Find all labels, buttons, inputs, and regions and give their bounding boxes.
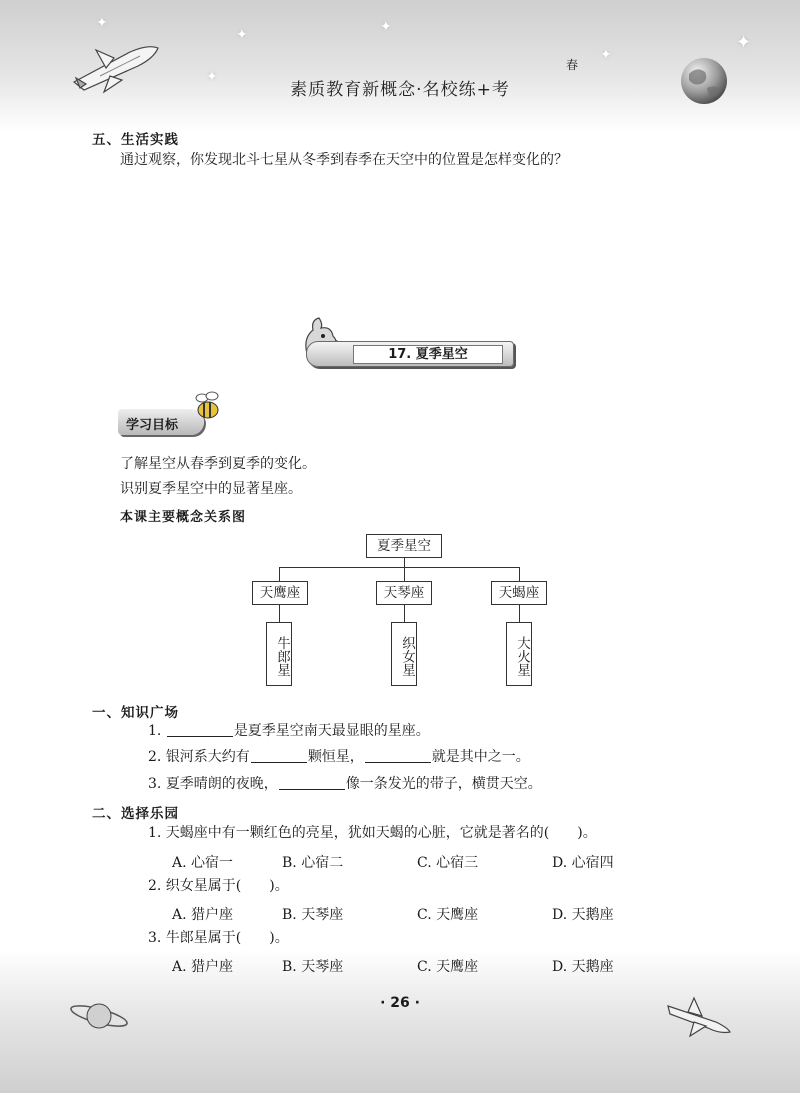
question-text: 夏季晴朗的夜晚， <box>165 776 278 792</box>
sparkle-icon: ✦ <box>206 69 218 85</box>
answer-blank[interactable] <box>251 748 307 763</box>
question-text: 银河系大约有 <box>165 749 250 765</box>
learning-goals-label: 学习目标 <box>126 418 179 433</box>
constellation-box-aquila: 天鹰座 <box>252 581 308 605</box>
star-box-antares: 大火星 <box>506 622 532 686</box>
book-series-title: 素质教育新概念·名校练+考 <box>290 80 510 100</box>
choice-option[interactable]: B. 天琴座 <box>282 907 344 923</box>
choice-option[interactable]: C. 心宿三 <box>417 855 479 871</box>
question-text: 颗恒星， <box>307 749 364 765</box>
concept-root-box: 夏季星空 <box>366 534 442 558</box>
fill-blank-question-2 <box>148 748 530 766</box>
connector-line <box>279 605 280 622</box>
fill-blank-question-1 <box>148 722 430 740</box>
connector-line <box>519 567 520 581</box>
season-tag: 春 <box>566 58 579 72</box>
connector-line <box>279 567 519 568</box>
part-1-heading: 一、知识广场 <box>92 705 179 721</box>
goal-item: 了解星空从春季到夏季的变化。 <box>120 456 316 472</box>
goal-item: 识别夏季星空中的显著星座。 <box>120 481 302 497</box>
choice-option[interactable]: D. 心宿四 <box>552 855 614 871</box>
choice-question-stem: 1. 天蝎座中有一颗红色的亮星，犹如天蝎的心脏，它就是著名的( )。 <box>148 825 597 841</box>
constellation-box-lyra: 天琴座 <box>376 581 432 605</box>
part-2-heading: 二、选择乐园 <box>92 806 179 822</box>
choice-option[interactable]: C. 天鹰座 <box>417 907 479 923</box>
fill-blank-question-3 <box>148 775 542 793</box>
choice-option[interactable]: D. 天鹅座 <box>552 959 614 975</box>
section-5-question: 通过观察，你发现北斗七星从冬季到春季在天空中的位置是怎样变化的？ <box>120 152 568 168</box>
sparkle-icon: ✦ <box>600 47 612 63</box>
answer-blank[interactable] <box>365 748 431 763</box>
choice-option[interactable]: B. 心宿二 <box>282 855 344 871</box>
connector-line <box>404 567 405 581</box>
star-box-vega: 织女星 <box>391 622 417 686</box>
page-number: · 26 · <box>380 995 420 1011</box>
answer-blank[interactable] <box>167 722 233 737</box>
question-number: 1. <box>148 723 162 739</box>
lesson-title: 17. 夏季星空 <box>353 345 503 364</box>
sparkle-icon: ✦ <box>236 27 248 43</box>
choice-option[interactable]: B. 天琴座 <box>282 959 344 975</box>
constellation-box-scorpius: 天蝎座 <box>491 581 547 605</box>
choice-option[interactable]: A. 猎户座 <box>172 907 234 923</box>
connector-line <box>279 567 280 581</box>
answer-blank[interactable] <box>279 775 345 790</box>
sparkle-icon: ✦ <box>380 19 392 35</box>
question-number: 3. <box>148 776 162 792</box>
question-text: 就是其中之一。 <box>431 749 530 765</box>
choice-option[interactable]: A. 心宿一 <box>172 855 234 871</box>
bee-mascot-icon <box>188 390 224 424</box>
choice-question-stem: 3. 牛郎星属于( )。 <box>148 930 289 946</box>
choice-option[interactable]: C. 天鹰座 <box>417 959 479 975</box>
choice-option[interactable]: D. 天鹅座 <box>552 907 614 923</box>
question-text: 是夏季星空南天最显眼的星座。 <box>233 723 430 739</box>
concept-map-heading: 本课主要概念关系图 <box>120 510 247 525</box>
lesson-title-banner <box>306 341 514 367</box>
sparkle-icon: ✦ <box>96 15 108 31</box>
connector-line <box>519 605 520 622</box>
star-box-altair: 牛郎星 <box>266 622 292 686</box>
question-number: 2. <box>148 749 162 765</box>
sparkle-icon: ✦ <box>736 32 752 53</box>
choice-question-stem: 2. 织女星属于( )。 <box>148 878 289 894</box>
connector-line <box>404 605 405 622</box>
question-text: 像一条发光的带子，横贯天空。 <box>345 776 542 792</box>
section-5-heading: 五、生活实践 <box>92 132 179 148</box>
choice-option[interactable]: A. 猎户座 <box>172 959 234 975</box>
